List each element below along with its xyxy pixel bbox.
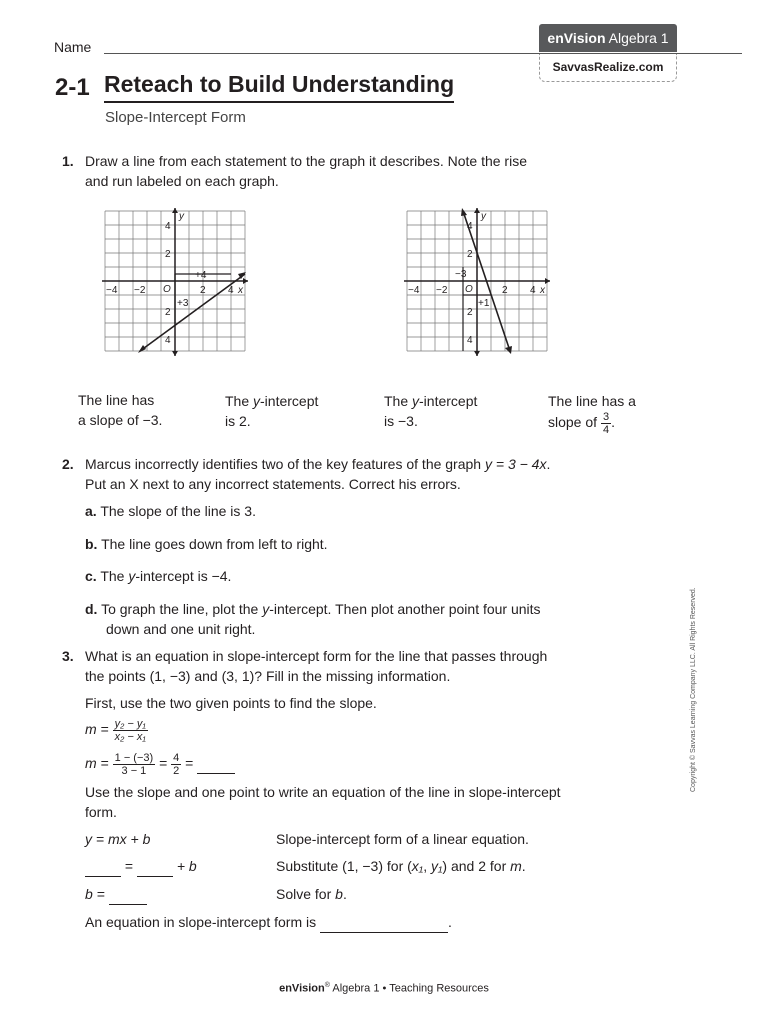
tick-label: −2: [134, 285, 146, 296]
text: Solve for: [276, 886, 336, 902]
mx-value-blank[interactable]: [137, 856, 173, 877]
q1-text: [85, 151, 527, 191]
var: y: [262, 601, 270, 617]
statement-2-line2: is 2.: [225, 413, 251, 429]
q2-text: [85, 454, 550, 494]
site-link[interactable]: SavvasRealize.com: [539, 54, 677, 82]
text: ) and 2 for: [442, 858, 511, 874]
frac-den: 3 − 1: [121, 765, 147, 777]
frac-num: 3: [602, 411, 610, 423]
q2-item-d-line2: down and one unit right.: [106, 621, 256, 637]
tick-label: 2: [165, 249, 171, 260]
y-axis-arrow-icon: [474, 208, 480, 213]
text: .: [546, 456, 551, 472]
q2-item-d[interactable]: [85, 599, 541, 639]
frac-num: y₂ − y₁: [114, 718, 146, 730]
plus-b: + b: [176, 858, 197, 874]
y-axis-arrow-icon: [172, 208, 178, 213]
tick-label: −2: [436, 285, 448, 296]
tick-label: 4: [467, 221, 473, 232]
var: m: [85, 721, 97, 738]
q3-line2: the points (1, −3) and (3, 1)? Fill in the missing information.: [85, 668, 451, 684]
tick-label: −4: [408, 285, 420, 296]
text: ,: [423, 858, 431, 874]
q3-text: [85, 646, 547, 686]
q3-step1: First, use the two given points to find the slope.: [85, 695, 377, 711]
equals: =: [100, 721, 109, 738]
footer-reg: ®: [324, 982, 330, 989]
fraction: [113, 718, 148, 743]
x-axis-arrow-icon: [243, 278, 248, 284]
statement-3-line2: is −3.: [384, 413, 418, 429]
text: Marcus incorrectly identifies two of the key features of the graph: [85, 456, 485, 472]
q1-graph-2[interactable]: [402, 206, 552, 358]
frac-num: 1 − (−3): [114, 752, 154, 764]
y-axis-arrow-down-icon: [172, 351, 178, 356]
equation: y = 3 − 4x: [484, 456, 547, 472]
rise-label: +3: [177, 298, 189, 309]
q2-line2: Put an X next to any incorrect statements. Correct his errors.: [85, 476, 461, 492]
tick-label: 4: [165, 335, 171, 346]
item-text: The: [100, 568, 129, 584]
equals: =: [100, 755, 109, 772]
frac-den: x₂ − x₁: [114, 731, 146, 743]
statement-1-line2: a slope of −3.: [78, 412, 163, 428]
text: .: [448, 914, 452, 930]
frac-den: 2: [173, 765, 180, 777]
row1-left: [85, 829, 150, 849]
footer-brand: enVision: [279, 982, 325, 995]
q3-final: [85, 912, 452, 933]
final-equation-blank[interactable]: [320, 912, 448, 933]
item-letter: a.: [85, 503, 97, 519]
var: y: [412, 393, 420, 409]
b-value-blank[interactable]: [109, 884, 147, 905]
text: .: [342, 886, 347, 902]
q2-item-b[interactable]: [85, 534, 328, 554]
equals: =: [159, 755, 168, 772]
fraction: [113, 752, 156, 777]
origin-label: O: [163, 284, 171, 295]
tick-label: 2: [165, 307, 171, 318]
row2-left: [85, 856, 197, 877]
item-letter: b.: [85, 536, 98, 552]
q2-item-c[interactable]: [85, 566, 231, 586]
item-letter: d.: [85, 601, 98, 617]
line-arrow-icon: [138, 345, 146, 353]
brand-bold: enVision: [547, 30, 606, 46]
y-axis-arrow-down-icon: [474, 351, 480, 356]
lesson-number: 2-1: [55, 74, 90, 101]
row2-right: [276, 856, 526, 876]
slope-calculation: [85, 752, 235, 777]
program-brand: [539, 24, 677, 52]
q2-number: 2.: [62, 456, 74, 472]
var: m: [510, 858, 522, 874]
run-label: +1: [478, 298, 490, 309]
var: x₁: [411, 858, 424, 874]
run-label: +4: [195, 270, 207, 281]
item-text: -intercept. Then plot another point four units: [269, 601, 541, 617]
tick-label: 4: [165, 221, 171, 232]
text: .: [611, 414, 615, 431]
y-axis-label: y: [179, 211, 184, 222]
statement-4[interactable]: [548, 391, 636, 436]
row3-left: [85, 884, 147, 905]
q1-number: 1.: [62, 153, 74, 169]
statement-2-line1: [225, 391, 318, 411]
statement-2[interactable]: [225, 391, 318, 431]
footer-text: Algebra 1 • Teaching Resources: [329, 982, 489, 995]
statement-4-line1: The line has a: [548, 393, 636, 409]
text: .: [521, 858, 526, 874]
line-arrow-icon: [461, 208, 467, 216]
brand-rest: Algebra 1: [605, 30, 669, 46]
q3-line1: What is an equation in slope-intercept form for the line that passes through: [85, 648, 548, 664]
frac-den: 4: [602, 424, 610, 436]
q2-line1: [85, 454, 550, 474]
text: -intercept: [260, 393, 319, 409]
tick-label: 4: [467, 335, 473, 346]
y-value-blank[interactable]: [85, 856, 121, 877]
x-axis-label: x: [238, 285, 243, 296]
q3-step2-line1: Use the slope and one point to write an equation of the line in slope-intercept: [85, 784, 561, 800]
item-text: The slope of the line is 3.: [100, 503, 256, 519]
q3-step2-line2: form.: [85, 804, 117, 820]
item-text: The line goes down from left to right.: [101, 536, 328, 552]
x-axis-arrow-icon: [545, 278, 550, 284]
text: slope of: [548, 414, 601, 431]
tick-label: 2: [502, 285, 508, 296]
q3-step2: [85, 782, 561, 822]
row1-right: Slope-intercept form of a linear equation.: [276, 831, 529, 847]
fraction: [171, 752, 181, 777]
tick-label: 2: [467, 307, 473, 318]
statement-1[interactable]: [78, 390, 162, 430]
y-axis-label: y: [481, 211, 486, 222]
rise-label: −3: [455, 269, 467, 280]
fraction: [601, 411, 611, 436]
text: The: [225, 393, 254, 409]
slope-formula: [85, 718, 148, 743]
statement-1-line1: The line has: [78, 392, 155, 408]
footer: [0, 982, 768, 995]
statement-3-line1: [384, 391, 477, 411]
tick-label: −4: [106, 285, 118, 296]
var: y₁: [431, 858, 443, 874]
equation: y = mx + b: [85, 831, 151, 847]
var: y: [128, 568, 136, 584]
frac-num: 4: [173, 752, 180, 764]
tick-label: 2: [467, 249, 473, 260]
statement-3[interactable]: [384, 391, 477, 431]
item-letter: c.: [85, 568, 97, 584]
tick-label: 4: [228, 285, 234, 296]
lesson-subtitle: Slope-Intercept Form: [105, 109, 246, 126]
copyright-notice: Copyright © Savvas Learning Company LLC. All Rights Reserved.: [690, 587, 697, 792]
q2-item-d-line1: [85, 599, 541, 619]
q3-number: 3.: [62, 648, 74, 664]
tick-label: 4: [530, 285, 536, 296]
item-text: To graph the line, plot the: [101, 601, 263, 617]
q1-text-line2: and run labeled on each graph.: [85, 173, 279, 189]
equals: =: [185, 755, 194, 772]
statement-4-line2: [548, 411, 636, 436]
text: An equation in slope-intercept form is: [85, 914, 317, 930]
var: y: [253, 393, 261, 409]
equation: b =: [85, 886, 105, 902]
item-text: -intercept is −4.: [135, 568, 232, 584]
slope-answer-blank[interactable]: [197, 753, 235, 774]
text: Substitute (1, −3) for (: [276, 858, 412, 874]
q1-text-line1: Draw a line from each statement to the graph it describes. Note the rise: [85, 153, 527, 169]
var: m: [85, 755, 97, 772]
q1-graph-1[interactable]: [100, 206, 250, 358]
row3-right: [276, 884, 347, 904]
name-label: Name: [54, 39, 92, 55]
text: The: [384, 393, 413, 409]
origin-label: O: [465, 284, 473, 295]
q2-item-a[interactable]: [85, 501, 256, 521]
line-arrow-icon: [505, 346, 512, 354]
x-axis-label: x: [540, 285, 545, 296]
equals: =: [124, 858, 134, 874]
var: b: [335, 886, 343, 902]
tick-label: 2: [200, 285, 206, 296]
text: -intercept: [419, 393, 478, 409]
lesson-title: Reteach to Build Understanding: [104, 71, 454, 103]
